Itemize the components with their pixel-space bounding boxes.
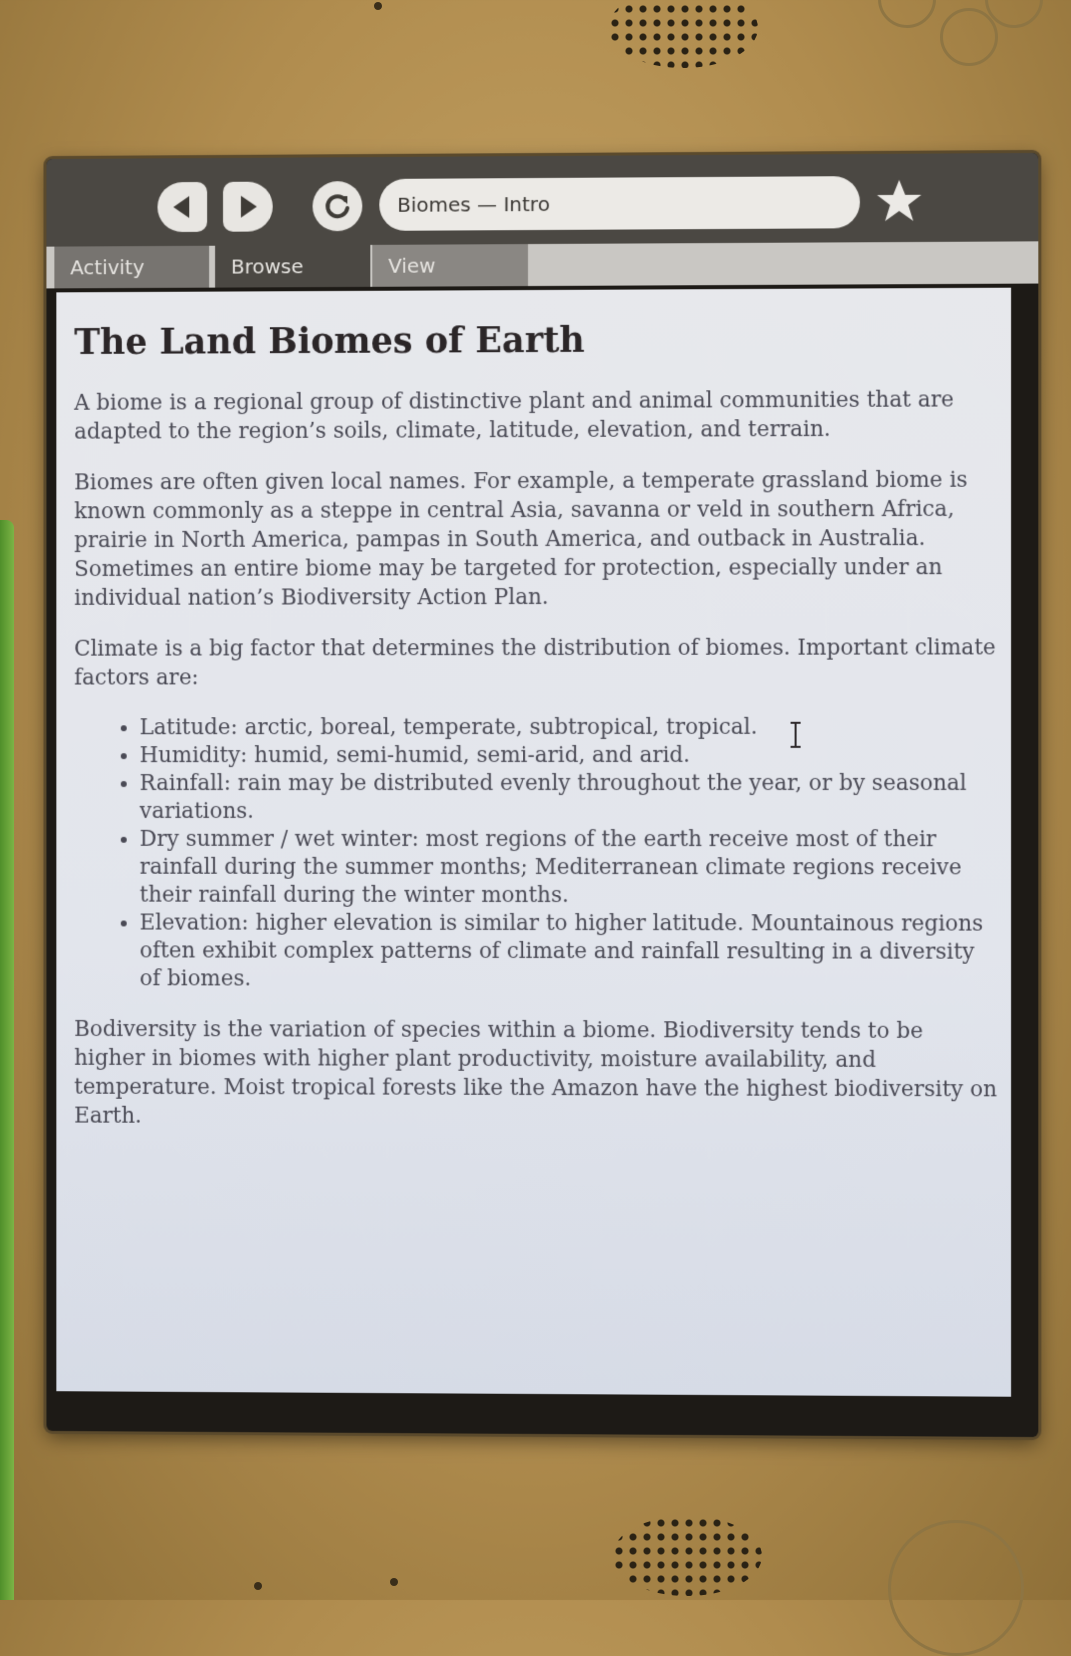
- tab-browse[interactable]: Browse: [215, 245, 370, 288]
- local-names-paragraph: Biomes are often given local names. For example, a temperate grassland biome is known commonly as a steppe in central Asia, savanna or veld in southern Africa, prairie in North America, pampas in South America, and outback in Australia. Sometimes an entire biome may be targeted for protection, especially under an individual nation’s Biodiversity Action Plan.: [74, 467, 968, 611]
- reload-icon: [321, 190, 353, 222]
- back-button[interactable]: [157, 182, 207, 232]
- list-item: • Humidity: humid, semi-humid, semi-arid, and arid.: [140, 742, 999, 770]
- device-camera-dot: [374, 2, 382, 10]
- device-button-ring: [878, 0, 936, 28]
- device-mic-dot: [254, 1582, 262, 1590]
- list-item: • Dry summer / wet winter: most regions of the earth receive most of their rainfall during the summer months; Mediterranean climate regions receive their rainfall during the winter months.: [140, 826, 999, 911]
- tab-bar: [46, 241, 1038, 288]
- screen: [46, 153, 1038, 1437]
- biodiversity-paragraph: Bodiversity is the variation of species within a biome. Biodiversity tends to be higher in biomes with higher plant productivity, moisture availability, and temperature. Moist tropical forests like the Amazon have the highest biodiversity on Earth.: [74, 1016, 998, 1129]
- device-button-ring: [940, 8, 998, 66]
- forward-button[interactable]: [223, 182, 273, 232]
- list-item: • Latitude: arctic, boreal, temperate, subtropical, tropical.: [140, 714, 999, 743]
- tab-view[interactable]: View: [372, 244, 528, 287]
- list-item: • Rainfall: rain may be distributed evenly throughout the year, or by seasonal variations.: [140, 770, 999, 826]
- bookmark-button[interactable]: [873, 176, 925, 228]
- star-icon: [873, 176, 925, 228]
- tab-activity[interactable]: Activity: [54, 246, 209, 289]
- list-item: • Elevation: higher elevation is similar to higher latitude. Mountainous regions often exhibit complex patterns of climate and rainfall resulting in a diversity of biomes.: [140, 910, 999, 995]
- forward-arrow-icon: [241, 196, 257, 218]
- climate-factors-list: [74, 714, 999, 995]
- page-title: The Land Biomes of Earth: [74, 319, 585, 363]
- intro-paragraph: A biome is a regional group of distinctive plant and animal communities that are adapted to the region’s soils, climate, latitude, elevation, and terrain.: [74, 387, 954, 445]
- device-gamepad: [888, 1520, 1024, 1656]
- url-bar[interactable]: Biomes — Intro: [379, 176, 860, 231]
- page-content: [56, 288, 1011, 1397]
- bottom-speaker-grille: [612, 1516, 762, 1596]
- device-led-dot: [390, 1578, 398, 1586]
- climate-paragraph: Climate is a big factor that determines the distribution of biomes. Important climate factors are:: [74, 635, 996, 691]
- reload-button[interactable]: [313, 181, 363, 231]
- browser-toolbar: [46, 153, 1038, 247]
- text-cursor-icon: [795, 722, 797, 748]
- back-arrow-icon: [173, 196, 189, 218]
- top-speaker-grille: [608, 0, 758, 68]
- device-green-edge: [0, 520, 14, 1600]
